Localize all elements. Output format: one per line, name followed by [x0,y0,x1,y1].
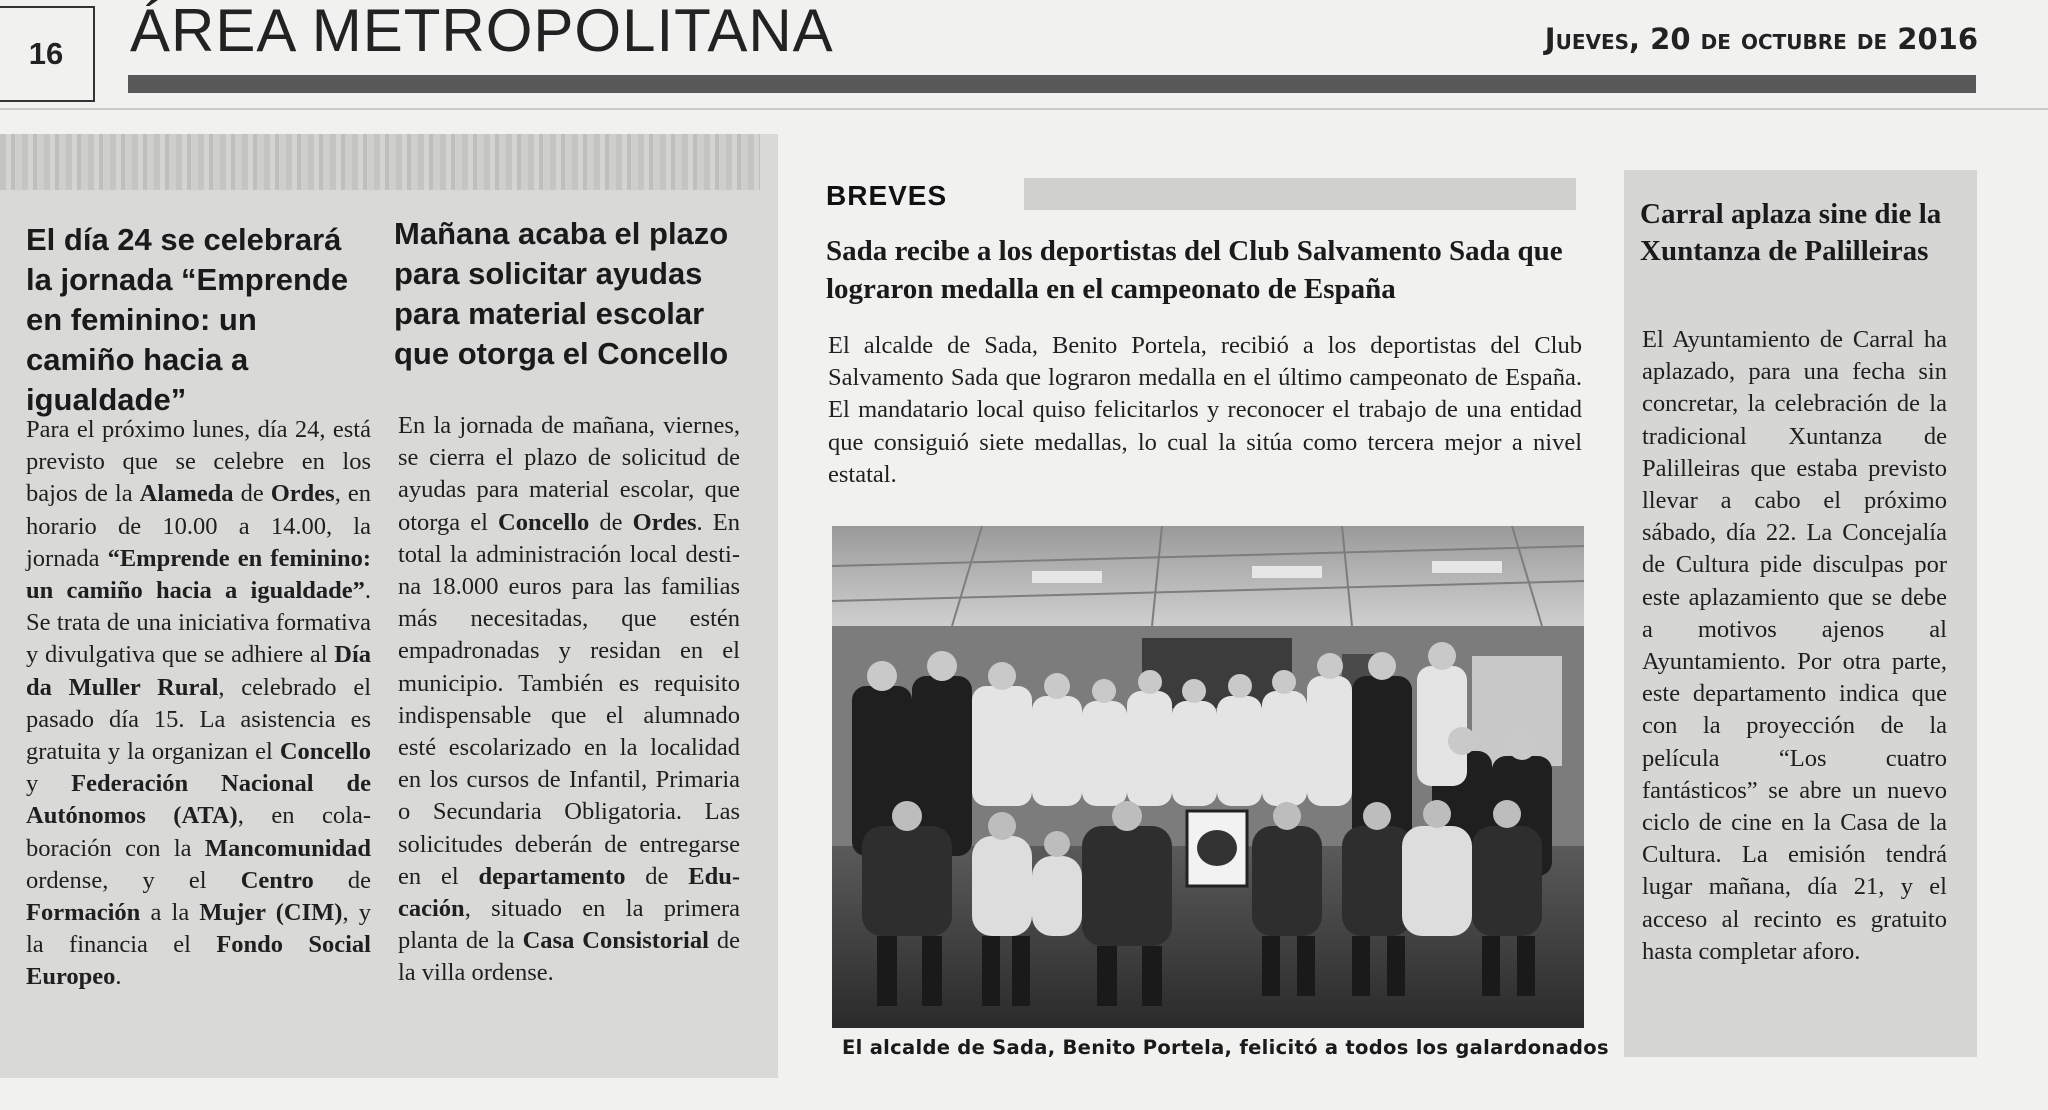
bold-term: Ordes [270,480,335,508]
bold-term: departamento [478,862,626,890]
article-headline-emprende: El día 24 se celebrará la jornada “Emprende en feminino: un camiño hacia a igualdade” [26,222,349,417]
body-run: de [313,866,372,894]
bold-term: Día da Muller Rural [26,641,371,701]
body-run: , situado en la primera planta de la [398,895,740,955]
body-run: , en colaboración con la [26,802,371,862]
bold-term: Fondo Social Europeo [26,931,371,991]
bold-term: Casa Consistorial [522,927,709,955]
body-run: . En total la administración local destina 18.000 euros para las familias más necesitadas, que estén empadronadas y residan en el municipio. También es requisito indispensable que el alumnado esté escolarizado en la localidad en los cursos de Infantil, Primaria o Secundaria Obligatoria. Las solicitudes deberán de entregarse en el [398,508,740,890]
body-run: El Ayuntamiento de Carral ha aplazado, para una fecha sin concretar, la celebración de la tradicional Xuntanza de Palilleiras que estaba previsto llevar a cabo el próximo sábado, día 22. La Concejalía de Cultura pide disculpas por este aplazamiento que se debe a motivos ajenos al Ayuntamiento. Por otra parte, este departamento indica que con la proyección de la película “Los cuatro fantásticos” se abre un nuevo ciclo de cine en la Casa de la Cultura. La emisión tendrá lugar mañana, día 21, y el acceso al recinto es gratuito hasta completar aforo. [1642,326,1947,965]
body-run: y [26,770,72,798]
bold-term: Concello [498,508,590,536]
article-headline-sada: Sada recibe a los deportistas del Club Salvamento Sada que lograron medalla en el campeonato de España [826,235,1563,305]
bold-term: “Emprende en feminino: un camiño hacia a igualdade” [26,544,372,605]
article-body-ayudas [398,410,740,990]
article-headline-carral: Carral aplaza sine die la Xuntanza de Palilleiras [1640,198,1942,267]
bold-term: Ordes [632,508,697,536]
bold-term: Alameda [139,480,234,508]
body-run: . [115,963,122,991]
bold-term: Federación Nacional de Autónomos (ATA) [26,770,371,830]
scan-texture-strip [0,134,760,190]
body-run: ordense, y el [26,866,241,894]
body-run: de la villa ordense. [398,927,740,987]
body-run: En la jornada de mañana, viernes, se cierra el plazo de solicitud de ayudas para material escolar, que otorga el [398,412,740,536]
article-body-emprende [26,414,371,994]
bold-term: Centro [240,866,314,894]
body-run: El alcalde de Sada, Benito Portela, recibió a los deportistas del Club Salvamento Sada que lograron medalla en el último campeonato de España. El mandatario local quiso felicitarlos y reconocer el trabajo de una entidad que consiguió siete medallas, lo cual la sitúa como tercera mejor a nivel estatal. [828,332,1582,488]
body-run: Para el próximo lunes, día 24, está previsto que se celebre en los bajos de la [26,416,371,508]
page-edge [0,108,2048,110]
bold-term: Educación [398,862,740,923]
section-title: ÁREA METROPOLITANA [130,0,834,64]
bold-term: Mancomunidad [204,834,371,862]
body-run: de [233,480,271,508]
page-number: 16 [28,36,64,71]
body-run: , y la financia el [26,899,371,959]
bold-term: Mujer (CIM) [199,899,343,927]
bold-term: Concello [279,738,371,766]
article-body-carral [1642,324,1947,968]
body-run: , celebrado el pasado día 15. La asistencia es gratuita y la organizan el [26,673,371,766]
publication-date: Jueves, 20 de octubre de 2016 [1544,22,1978,56]
article-body-sada [828,330,1582,491]
bold-term: Formación [26,899,141,927]
header-rule [128,75,1976,93]
breves-label: BREVES [826,180,948,211]
breves-bar [1024,178,1576,210]
article-headline-ayudas: Mañana acaba el plazo para solicitar ayudas para material escolar que otorga el Concello [394,216,729,371]
body-run: de [589,508,633,536]
body-run: de [625,862,689,890]
photo-caption: El alcalde de Sada, Benito Portela, felicitó a todos los galardonados [842,1036,1609,1059]
body-run: a la [140,899,200,927]
body-run: . Se trata de una iniciativa formativa y divulgativa que se adhiere al [26,577,371,669]
group-photo [832,526,1584,1028]
body-run: , en horario de 10.00 a 14.00, la jornada [26,480,372,572]
